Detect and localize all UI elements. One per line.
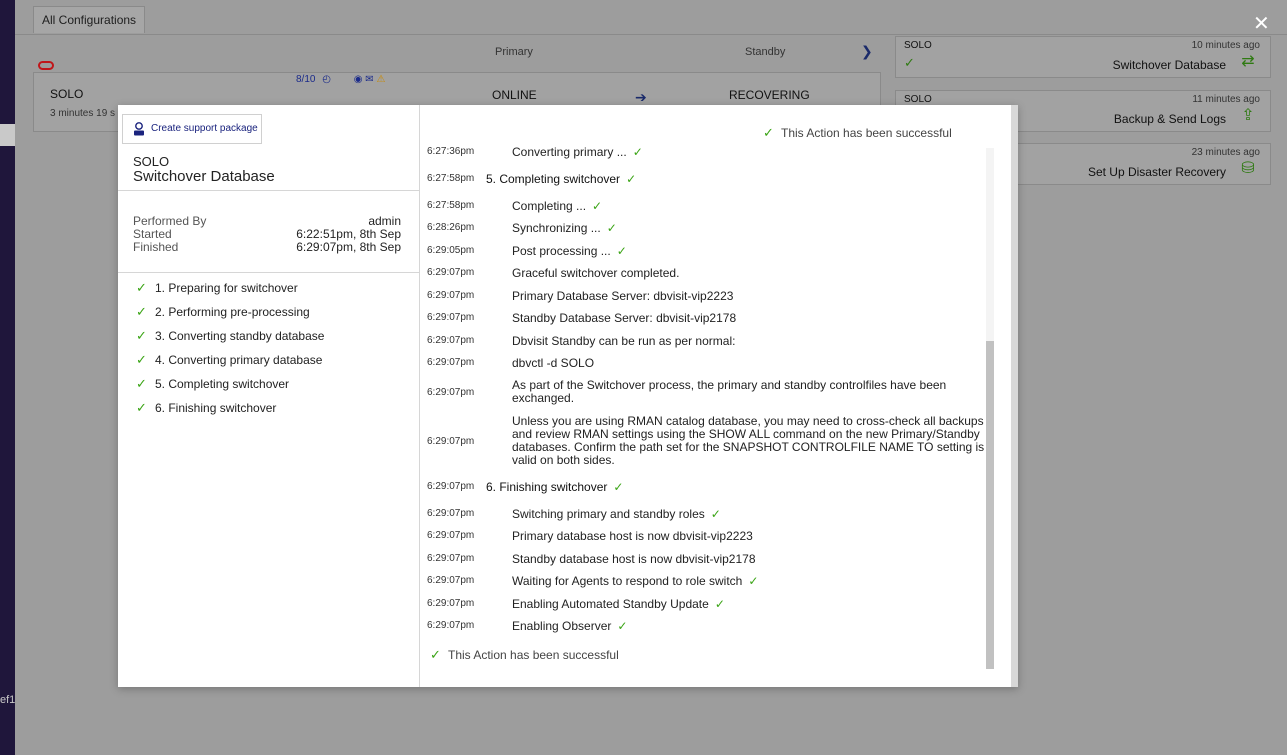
recent-action-db: SOLO bbox=[904, 40, 932, 51]
configuration-age: 3 minutes 19 s bbox=[50, 108, 116, 119]
log-message: Enabling Automated Standby Update ✓ bbox=[512, 597, 725, 611]
log-message: Post processing ... ✓ bbox=[512, 244, 627, 258]
log-message: Enabling Observer ✓ bbox=[512, 619, 628, 633]
log-message: Synchronizing ... ✓ bbox=[512, 221, 617, 235]
log-time: 6:29:07pm bbox=[427, 436, 475, 447]
log-message: dbvctl -d SOLO bbox=[512, 356, 595, 370]
log-message: Waiting for Agents to respond to role switch ✓ bbox=[512, 574, 759, 588]
health-score-value: 8/10 bbox=[296, 74, 316, 85]
recent-action-title: Switchover Database bbox=[1112, 58, 1226, 72]
log-time: 6:29:07pm bbox=[427, 598, 475, 609]
recent-action-db: SOLO bbox=[904, 94, 932, 105]
log-time: 6:27:58pm bbox=[427, 200, 475, 211]
log-time: 6:27:36pm bbox=[427, 146, 475, 157]
check-icon: ✓ bbox=[748, 574, 759, 588]
step-item[interactable] bbox=[136, 305, 324, 329]
log-time: 6:29:07pm bbox=[427, 530, 475, 541]
performed-by-label: Performed By bbox=[133, 214, 207, 228]
check-icon: ✓ bbox=[617, 619, 628, 633]
check-icon: ✓ bbox=[136, 376, 147, 391]
step-item[interactable] bbox=[136, 401, 324, 425]
log-message: Standby Database Server: dbvisit-vip2178 bbox=[512, 311, 737, 325]
log-time: 6:29:07pm bbox=[427, 620, 475, 631]
tab-bar bbox=[15, 0, 1287, 35]
log-message: Dbvisit Standby can be run as per normal: bbox=[512, 334, 736, 348]
clock-icon: ◴ bbox=[322, 74, 331, 85]
check-icon: ✓ bbox=[714, 597, 725, 611]
success-banner-bottom bbox=[430, 647, 619, 663]
log-time: 6:29:07pm bbox=[427, 508, 475, 519]
check-icon: ✓ bbox=[606, 221, 617, 235]
action-detail-modal bbox=[118, 105, 1018, 687]
configuration-name: SOLO bbox=[50, 87, 84, 101]
check-icon: ✓ bbox=[904, 55, 915, 70]
database-icon: ⛁ bbox=[1241, 160, 1255, 177]
divider bbox=[118, 190, 419, 191]
primary-status: ONLINE bbox=[492, 88, 537, 102]
recent-action-age: 23 minutes ago bbox=[1191, 147, 1260, 158]
log-time: 6:29:07pm bbox=[427, 481, 475, 492]
action-database-name: SOLO bbox=[133, 154, 170, 169]
modal-scrollbar[interactable] bbox=[1011, 105, 1018, 687]
step-label: 6. Finishing switchover bbox=[155, 401, 277, 415]
check-icon: ✓ bbox=[136, 328, 147, 343]
action-summary-panel bbox=[118, 105, 420, 687]
started-row bbox=[133, 227, 401, 241]
check-icon: ✓ bbox=[710, 507, 721, 521]
log-time: 6:29:07pm bbox=[427, 553, 475, 564]
check-icon: ✓ bbox=[632, 145, 643, 159]
step-label: 5. Completing switchover bbox=[155, 377, 290, 391]
log-time: 6:28:26pm bbox=[427, 222, 475, 233]
success-message: This Action has been successful bbox=[448, 648, 619, 662]
check-icon: ✓ bbox=[136, 304, 147, 319]
health-score bbox=[296, 74, 385, 85]
check-icon: ✓ bbox=[763, 125, 774, 140]
column-head-primary: Primary bbox=[495, 46, 533, 58]
check-icon: ✓ bbox=[136, 280, 147, 295]
log-message: Graceful switchover completed. bbox=[512, 266, 680, 280]
switchover-icon: ⇄ bbox=[1241, 53, 1255, 70]
oracle-icon bbox=[38, 61, 54, 70]
create-support-package-button[interactable] bbox=[122, 114, 262, 144]
finished-row bbox=[133, 240, 401, 254]
step-list bbox=[136, 281, 324, 425]
log-time: 6:29:07pm bbox=[427, 290, 475, 301]
close-icon[interactable]: ✕ bbox=[1253, 13, 1270, 35]
recent-action-card[interactable] bbox=[895, 36, 1271, 78]
step-label: 3. Converting standby database bbox=[155, 329, 325, 343]
step-item[interactable] bbox=[136, 377, 324, 401]
log-message: 6. Finishing switchover ✓ bbox=[486, 480, 624, 494]
log-time: 6:29:07pm bbox=[427, 387, 475, 398]
started-value: 6:22:51pm, 8th Sep bbox=[296, 227, 401, 241]
support-package-icon bbox=[133, 122, 145, 136]
log-scrollbar-thumb[interactable] bbox=[986, 341, 994, 669]
upload-icon: ⇪ bbox=[1241, 107, 1255, 124]
recent-action-age: 11 minutes ago bbox=[1192, 94, 1260, 105]
log-time: 6:29:07pm bbox=[427, 312, 475, 323]
tab-all-configurations[interactable]: All Configurations bbox=[33, 6, 145, 33]
standby-status: RECOVERING bbox=[729, 88, 810, 102]
check-icon: ✓ bbox=[136, 400, 147, 415]
warning-icon[interactable]: ⚠ bbox=[376, 74, 386, 85]
check-icon: ✓ bbox=[430, 647, 441, 662]
log-time: 6:29:05pm bbox=[427, 245, 475, 256]
mail-icon[interactable]: ✉ bbox=[365, 74, 374, 85]
log-message: Standby database host is now dbvisit-vip2178 bbox=[512, 552, 756, 566]
check-icon: ✓ bbox=[592, 199, 603, 213]
log-message: As part of the Switchover process, the primary and standby controlfiles have been exchanged. bbox=[512, 378, 947, 405]
step-item[interactable] bbox=[136, 329, 324, 353]
step-item[interactable] bbox=[136, 281, 324, 305]
log-message: Converting primary ... ✓ bbox=[512, 145, 643, 159]
create-support-package-label: Create support package bbox=[151, 123, 258, 134]
check-icon: ✓ bbox=[616, 244, 627, 258]
log-message: Primary Database Server: dbvisit-vip2223 bbox=[512, 289, 734, 303]
log-message: Unless you are using RMAN catalog database, you may need to cross-check all backups and review RMAN settings using the SHOW ALL command on the new Primary/Standby databases. Confirm the path set for the SNAPSHOT CONTROLFILE NAME TO setting is valid on both sides. bbox=[512, 414, 985, 467]
chevron-right-icon[interactable]: ❯ bbox=[861, 43, 873, 59]
rail-active-item[interactable] bbox=[0, 124, 15, 146]
left-rail bbox=[0, 0, 15, 755]
divider bbox=[118, 272, 419, 273]
check-icon: ✓ bbox=[136, 352, 147, 367]
log-time: 6:29:07pm bbox=[427, 335, 475, 346]
success-banner-top bbox=[763, 125, 952, 141]
step-label: 4. Converting primary database bbox=[155, 353, 323, 367]
performed-by-row bbox=[133, 214, 401, 228]
arrow-right-icon: ➔ bbox=[635, 89, 647, 105]
log-message: Completing ... ✓ bbox=[512, 199, 603, 213]
log-message: Switching primary and standby roles ✓ bbox=[512, 507, 721, 521]
recent-action-age: 10 minutes ago bbox=[1191, 40, 1260, 51]
finished-value: 6:29:07pm, 8th Sep bbox=[296, 240, 401, 254]
column-head-standby: Standby bbox=[745, 46, 786, 58]
log-time: 6:29:07pm bbox=[427, 267, 475, 278]
check-icon: ✓ bbox=[613, 480, 624, 494]
action-title: Switchover Database bbox=[133, 168, 275, 185]
log-time: 6:27:58pm bbox=[427, 173, 475, 184]
check-icon: ✓ bbox=[626, 172, 637, 186]
log-message: 5. Completing switchover ✓ bbox=[486, 172, 637, 186]
step-label: 2. Performing pre-processing bbox=[155, 305, 310, 319]
finished-label: Finished bbox=[133, 240, 179, 254]
log-message: Primary database host is now dbvisit-vip2223 bbox=[512, 529, 753, 543]
log-time: 6:29:07pm bbox=[427, 357, 475, 368]
recent-action-title: Set Up Disaster Recovery bbox=[1087, 165, 1226, 179]
log-time: 6:29:07pm bbox=[427, 575, 475, 586]
started-label: Started bbox=[133, 227, 172, 241]
rail-text: ef1 bbox=[0, 694, 16, 706]
eye-icon[interactable]: ◉ bbox=[353, 74, 363, 85]
step-label: 1. Preparing for switchover bbox=[155, 281, 298, 295]
performed-by-value: admin bbox=[368, 214, 401, 228]
recent-action-title: Backup & Send Logs bbox=[1113, 112, 1226, 126]
step-item[interactable] bbox=[136, 353, 324, 377]
success-message: This Action has been successful bbox=[781, 126, 952, 140]
